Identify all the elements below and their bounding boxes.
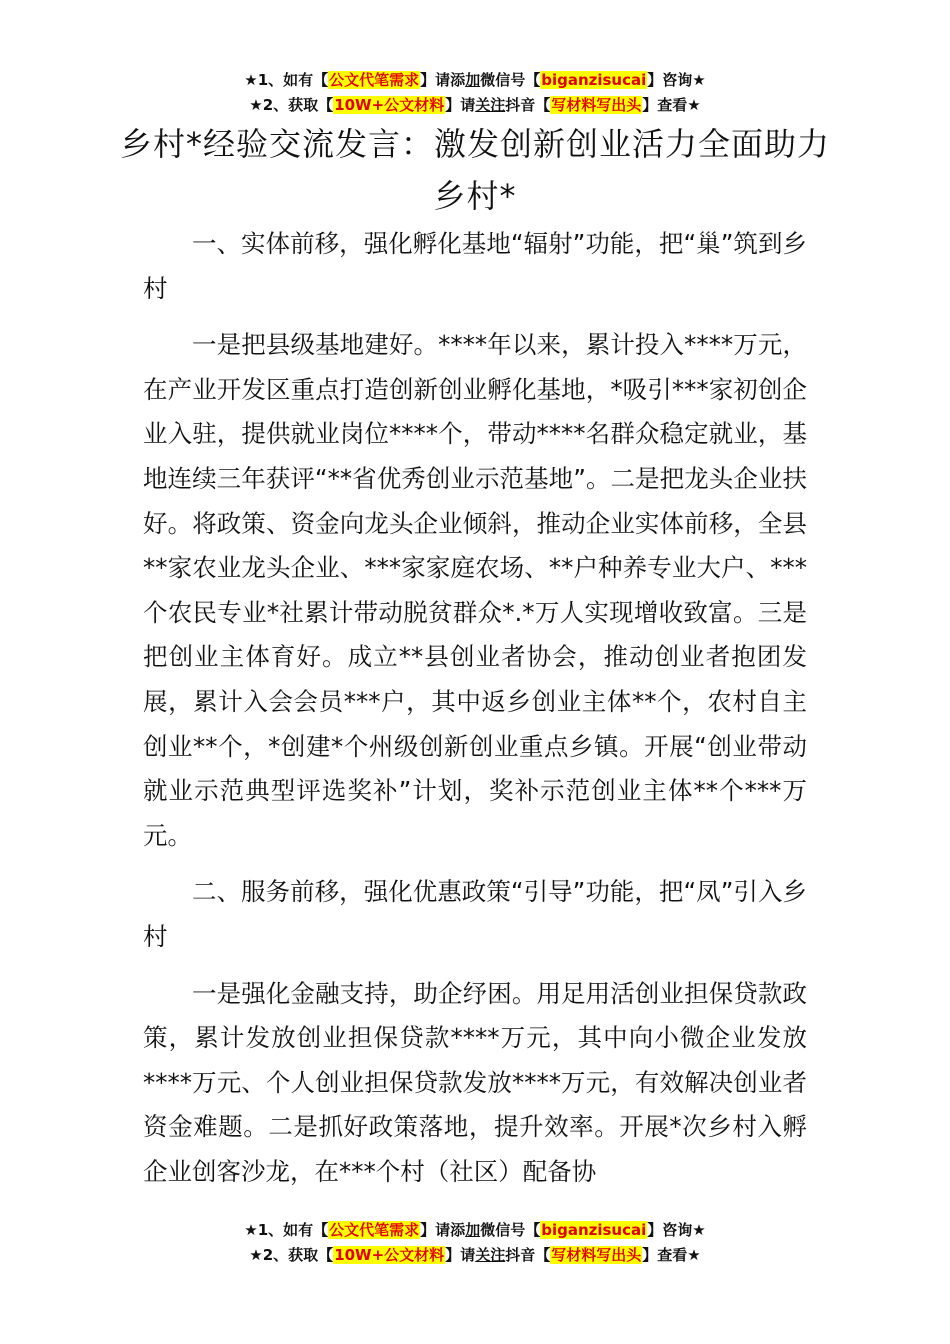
banner-text: 加 xyxy=(465,71,481,89)
banner-text: ★1、如有【 xyxy=(244,71,329,89)
banner-highlight: 公文代笔需求 xyxy=(329,1221,420,1239)
banner-text: 】查看★ xyxy=(642,1246,701,1264)
section-heading: 一、实体前移，强化孵化基地“辐射”功能，把“巢”筑到乡村 xyxy=(143,229,807,303)
banner-text: 关注 xyxy=(475,96,506,114)
banner-text: 】咨询★ xyxy=(647,71,706,89)
banner-text: 微信号【 xyxy=(480,71,541,89)
document-body xyxy=(143,222,807,1206)
banner-text: 抖音【 xyxy=(505,1246,551,1264)
banner-text: 关注 xyxy=(475,1246,506,1264)
banner-highlight: biganzisucai xyxy=(541,71,647,89)
banner-text: ★2、获取【 xyxy=(249,96,334,114)
banner-text: 抖音【 xyxy=(505,96,551,114)
banner-line-1 xyxy=(0,68,950,93)
footer-banner xyxy=(0,1218,950,1268)
banner-text: 加 xyxy=(465,1221,481,1239)
banner-text: ★2、获取【 xyxy=(249,1246,334,1264)
banner-highlight: 公文代笔需求 xyxy=(329,71,420,89)
banner-line-2 xyxy=(0,93,950,118)
document-title: 乡村*经验交流发言：激发创新创业活力全面助力乡村* xyxy=(119,125,830,215)
banner-text: 】请添 xyxy=(420,1221,466,1239)
banner-text: 】请 xyxy=(445,1246,476,1264)
banner-line-2 xyxy=(0,1243,950,1268)
banner-highlight: 10W+公文材料 xyxy=(334,96,445,114)
banner-highlight: 写材料写出头 xyxy=(551,1246,642,1264)
banner-highlight: 写材料写出头 xyxy=(551,96,642,114)
banner-text: 】查看★ xyxy=(642,96,701,114)
section-paragraph: 一是把县级基地建好。****年以来，累计投入****万元，在产业开发区重点打造创新创业孵化基地，*吸引***家初创企业入驻，提供就业岗位****个，带动****名群众稳定就业，基地连续三年获评“**省优秀创业示范基地”。二是把龙头企业扶好。将政策、资金向龙头企业倾斜，推动企业实体前移，全县**家农业龙头企业、***家家庭农场、**户种养专业大户、***个农民专业*社累计带动脱贫群众*.*万人实现增收致富。三是把创业主体育好。成立**县创业者协会，推动创业者抱团发展，累计入会会员***户，其中返乡创业主体**个，农村自主创业**个，*创建*个州级创新创业重点乡镇。开展“创业带动就业示范典型评选奖补”计划，奖补示范创业主体**个***万元。 xyxy=(143,330,807,850)
banner-highlight: 10W+公文材料 xyxy=(334,1246,445,1264)
banner-highlight: biganzisucai xyxy=(541,1221,647,1239)
banner-line-1 xyxy=(0,1218,950,1243)
banner-text: 】咨询★ xyxy=(647,1221,706,1239)
banner-text: 】请添 xyxy=(420,71,466,89)
section-heading: 二、服务前移，强化优惠政策“引导”功能，把“凤”引入乡村 xyxy=(143,877,807,951)
header-banner xyxy=(0,68,950,118)
banner-text: 】请 xyxy=(445,96,476,114)
section-paragraph: 一是强化金融支持，助企纾困。用足用活创业担保贷款政策，累计发放创业担保贷款****万元，其中向小微企业发放****万元、个人创业担保贷款发放****万元，有效解决创业者资金难题。二是抓好政策落地，提升效率。开展*次乡村入孵企业创客沙龙，在***个村（社区）配备协 xyxy=(143,978,807,1186)
banner-text: 微信号【 xyxy=(480,1221,541,1239)
banner-text: ★1、如有【 xyxy=(244,1221,329,1239)
